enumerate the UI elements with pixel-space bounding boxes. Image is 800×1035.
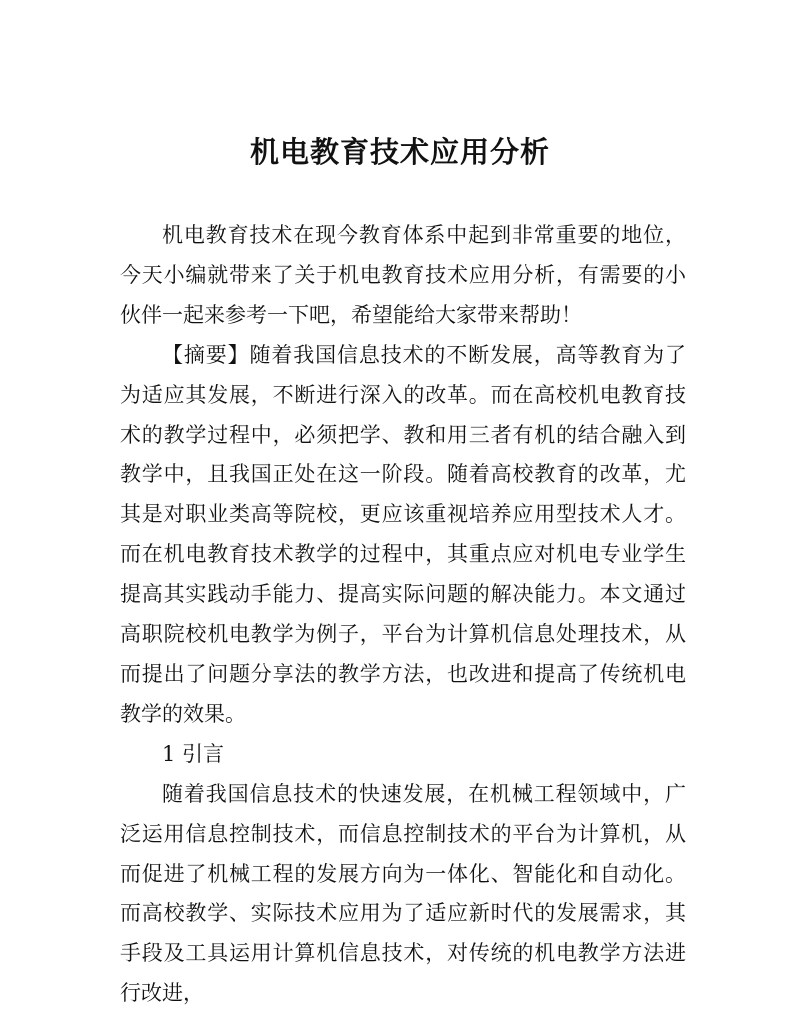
section-heading-introduction: 1 引言 <box>162 741 225 766</box>
section-paragraph: 随着我国信息技术的快速发展，在机械工程领域中，广泛运用信息控制技术，而信息控制技术的平台为计算机，从而促进了机械工程的发展方向为一体化、智能化和自动化。而高校教学、实际技术应用为了适应新时代的发展需求，其手段及工具运用计算机信息技术，对传统的机电教学方法进行改进， <box>120 781 686 1006</box>
abstract-paragraph: 【摘要】随着我国信息技术的不断发展，高等教育为了为适应其发展，不断进行深入的改革。而在高校机电教育技术的教学过程中，必须把学、教和用三者有机的结合融入到教学中，且我国正处在这一阶段。随着高校教育的改革，尤其是对职业类高等院校，更应该重视培养应用型技术人才。而在机电教育技术教学的过程中，其重点应对机电专业学生提高其实践动手能力、提高实际问题的解决能力。本文通过高职院校机电教学为例子，平台为计算机信息处理技术，从而提出了问题分享法的教学方法，也改进和提高了传统机电教学的效果。 <box>120 342 686 726</box>
document-body <box>120 216 686 1014</box>
intro-paragraph: 机电教育技术在现今教育体系中起到非常重要的地位，今天小编就带来了关于机电教育技术应用分析，有需要的小伙伴一起来参考一下吧，希望能给大家带来帮助！ <box>120 223 686 327</box>
document-title: 机电教育技术应用分析 <box>249 135 550 169</box>
